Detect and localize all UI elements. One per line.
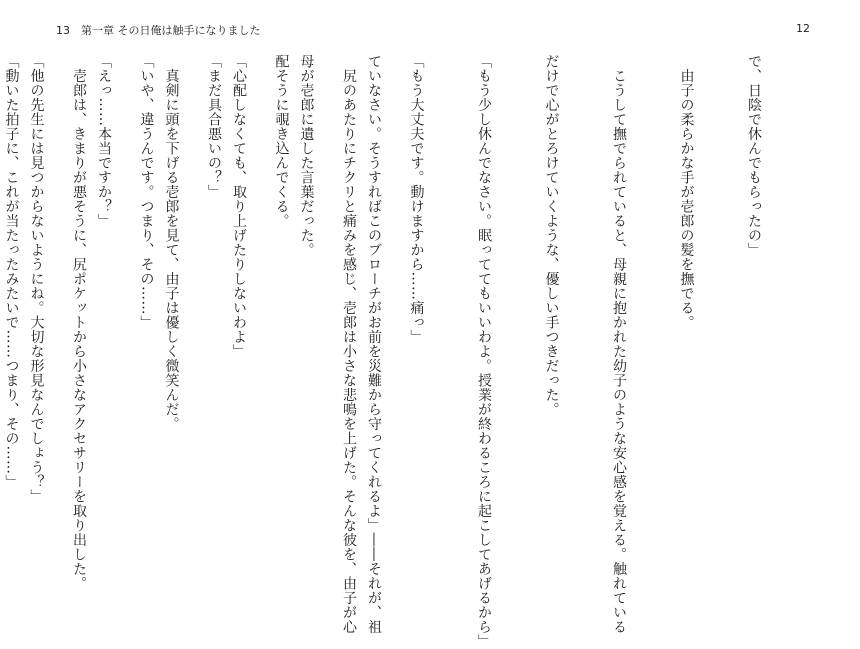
text-line: 「いや、違うんです。つまり、その……」 — [138, 54, 155, 330]
text-line: だけで心がとろけていくような、優しい手つきだった。 — [543, 54, 560, 417]
text-line: 「動いた拍子に、これが当たったみたいで……つまり、その……」 — [3, 54, 20, 489]
text-line: 「まだ具合悪いの？」 — [206, 54, 222, 199]
text-line: 「もう大丈夫です。動けますから……痛っ」 — [408, 54, 425, 344]
text-line: 「えっ……本当ですか？」 — [96, 54, 112, 228]
running-header-left: 13 第一章 その日俺は触手になりました — [56, 24, 261, 37]
text-line: 真剣に頭を下げる壱郎を見て、由子は優しく微笑んだ。 — [163, 54, 180, 431]
text-line: 「もう少し休んでなさい。眠っててもいいわよ。授業が終わるころに起こしてあげるから」 — [476, 54, 492, 649]
text-line: 「他の先生には見つからないようにね。大切な形見なんでしょう？」 — [28, 54, 45, 504]
text-line: 壱郎は、きまりが悪そうに、尻ポケットから小さなアクセサリーを取り出した。 — [71, 54, 87, 591]
text-line: ていなさい。そうすればこのブローチがお前を災難から守ってくれるよ」――それが、祖 — [366, 54, 382, 634]
text-line: 尻のあたりにチクリと痛みを感じ、壱郎は小さな悲鳴を上げた。そんな彼を、由子が心 — [341, 54, 357, 634]
text-line: 母が壱郎に遺した言葉だった。 — [298, 54, 315, 257]
page-number-right: 12 — [796, 22, 810, 35]
text-line: 由子の柔らかな手が壱郎の髪を撫でる。 — [678, 54, 695, 330]
text-line: こうして撫でられていると、母親に抱かれた幼子のような安心感を覚える。触れている — [611, 54, 627, 634]
text-line: 「心配しなくても、取り上げたりしないわよ」 — [231, 54, 247, 359]
text-line: で、日陰で休んでもらったの」 — [746, 54, 762, 257]
text-line: 配そうに覗き込んでくる。 — [273, 54, 290, 228]
left-page-text — [28, 54, 430, 634]
